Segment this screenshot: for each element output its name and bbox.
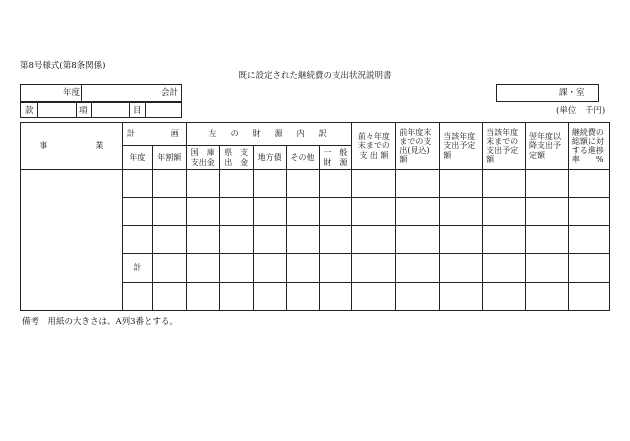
ippan-col-header: 一 般 財 源 bbox=[319, 146, 352, 170]
kan-ko-moku-box bbox=[20, 102, 182, 118]
col-d-header: 当該年度 末までの 支出予定 額 bbox=[483, 123, 526, 170]
zaigen-header: 左 の 財 源 内 訳 bbox=[186, 123, 352, 146]
jigyo-cell[interactable] bbox=[21, 170, 123, 311]
col-e-header: 翌年度以 降支出予 定額 bbox=[526, 123, 569, 170]
nendo-col-header: 年度 bbox=[122, 146, 152, 170]
total-label: 計 bbox=[122, 254, 152, 283]
note-text: 備考 用紙の大きさは、A列3番とする。 bbox=[22, 317, 179, 327]
table-row bbox=[21, 170, 610, 198]
chihosai-col-header: 地方債 bbox=[253, 146, 286, 170]
col-a-header: 前々年度 末までの 支 出 額 bbox=[352, 123, 396, 170]
unit-label: (単位 千円) bbox=[556, 106, 606, 116]
nenwarigaku-col-header: 年割額 bbox=[152, 146, 186, 170]
sonota-col-header: その他 bbox=[286, 146, 319, 170]
kan-label: 款 bbox=[25, 106, 34, 116]
ka-shitsu-label: 課・室 bbox=[559, 88, 585, 98]
kaikei-label: 会計 bbox=[161, 88, 179, 98]
form-number: 第8号様式(第8条関係) bbox=[20, 61, 106, 71]
col-c-header: 当該年度 支出予定 額 bbox=[440, 123, 483, 170]
jigyo-header: 事 業 bbox=[21, 123, 123, 170]
col-b-header: 前年度末 までの支 出(見込) 額 bbox=[396, 123, 440, 170]
fiscal-account-box bbox=[20, 84, 182, 102]
division-box bbox=[496, 84, 599, 102]
ko-label: 項 bbox=[79, 106, 88, 116]
ken-col-header: 県 支 出 金 bbox=[219, 146, 253, 170]
moku-label: 目 bbox=[133, 106, 142, 116]
col-f-header: 継続費の 総額に対 する進捗 率 % bbox=[568, 123, 609, 170]
document-title: 既に設定された継続費の支出状況説明書 bbox=[238, 71, 392, 81]
expenditure-table bbox=[20, 122, 610, 311]
kokko-col-header: 国 庫 支出金 bbox=[186, 146, 219, 170]
keikaku-header: 計 画 bbox=[122, 123, 186, 146]
nendo-label: 年度 bbox=[63, 88, 81, 98]
